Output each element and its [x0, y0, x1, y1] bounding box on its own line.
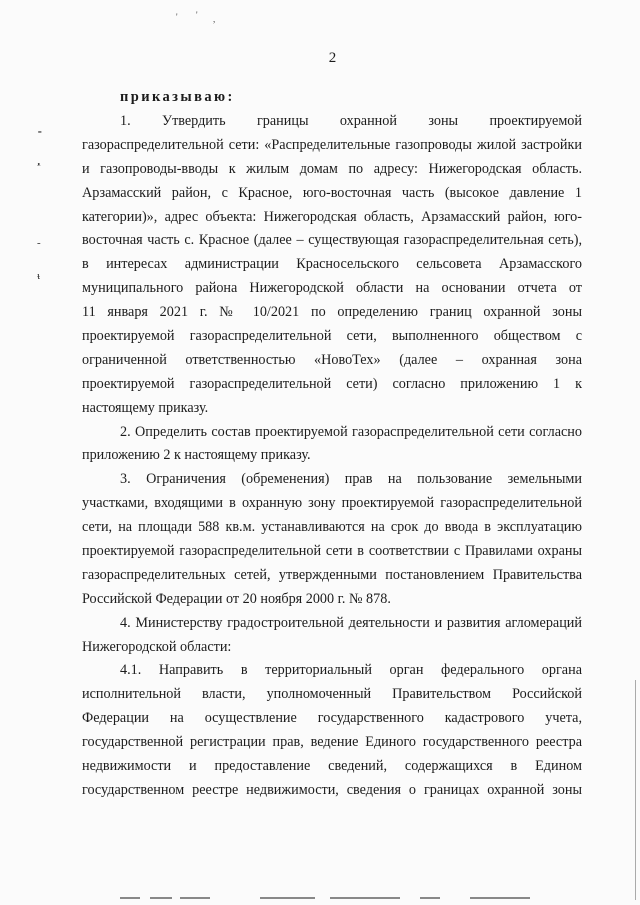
- text-line: исполнительной власти, уполномоченный Правительством Российской: [82, 686, 582, 703]
- text-line: недвижимости и предоставление сведений, содержащихся в Едином: [82, 758, 582, 775]
- text-line: 2. Определить состав проектируемой газораспределительной сети согласно: [120, 423, 582, 440]
- footer-rule: [330, 897, 400, 899]
- text-line: восточная часть с. Красное (далее – существующая газораспределительная сеть),: [82, 232, 582, 249]
- text-line: Федерации на осуществление государственного кадастрового учета,: [82, 710, 582, 727]
- text-line: газораспределительных сетей, утвержденными постановлением Правительства: [82, 566, 582, 583]
- text-line: и газопроводы-вводы к жилым домам по адресу: Нижегородская область.: [82, 160, 582, 177]
- footer-rule: [120, 897, 140, 899]
- text-line: ограниченной ответственностью «НовоТех» (далее – охранная зона: [82, 351, 582, 368]
- text-line: проектируемой газораспределительной сети, выполненного обществом с: [82, 328, 582, 345]
- scan-speck: ': [196, 10, 198, 20]
- document-body: [82, 110, 582, 803]
- text-line: Российской Федерации от 20 ноября 2000 г. № 878.: [82, 590, 391, 607]
- footer-rule: [420, 897, 440, 899]
- text-line: газораспределительной сети: «Распределительные газопроводы жилой застройки: [82, 136, 582, 153]
- text-line: Арзамасский район, с Красное, юго-восточная часть (высокое давление 1: [82, 184, 582, 201]
- decree-heading: приказываю:: [120, 89, 235, 105]
- punch-hole-mark: ᵜ: [37, 160, 41, 172]
- page-edge: [635, 680, 636, 900]
- scan-speck: ,: [213, 14, 216, 24]
- text-line: государственном реестре недвижимости, сведения о границах охранной зоны: [82, 781, 582, 798]
- text-line: Нижегородской области:: [82, 638, 232, 655]
- footer-rule: [180, 897, 210, 899]
- text-line: государственной регистрации прав, ведение Единого государственного реестра: [82, 734, 582, 751]
- text-line: в интересах администрации Красносельского сельсовета Арзамасского: [82, 256, 582, 273]
- punch-hole-mark: -: [37, 237, 41, 249]
- footer-rule: [470, 897, 530, 899]
- text-line: 3. Ограничения (обременения) прав на пользование земельными: [120, 471, 582, 488]
- footer-rule: [260, 897, 315, 899]
- text-line: настоящему приказу.: [82, 399, 209, 416]
- text-line: 1. Утвердить границы охранной зоны проектируемой: [120, 113, 582, 129]
- text-line: сети, на площади 588 кв.м. устанавливаются на срок до ввода в эксплуатацию: [82, 519, 582, 536]
- punch-hole-mark: ⁃: [37, 127, 43, 139]
- text-line: 4.1. Направить в территориальный орган федерального органа: [120, 662, 582, 679]
- text-line: проектируемой газораспределительной сети в соответствии с Правилами охраны: [82, 543, 582, 560]
- text-line: проектируемой газораспределительной сети) согласно приложению 1 к: [82, 375, 582, 392]
- text-line: 4. Министерству градостроительной деятельности и развития агломераций: [120, 614, 582, 631]
- scan-speck: ': [176, 12, 178, 22]
- footer-rule: [150, 897, 172, 899]
- page-number: 2: [328, 50, 337, 66]
- text-line: категории)», адрес объекта: Нижегородская область, Арзамасский район, юго-: [82, 208, 582, 225]
- text-line: 11 января 2021 г. № 10/2021 по определению границ охранной зоны: [82, 304, 582, 321]
- punch-hole-mark: ᵼ: [37, 270, 40, 282]
- text-line: участками, входящими в охранную зону проектируемой газораспределительной: [82, 495, 582, 512]
- text-line: муниципального района Нижегородской области на основании отчета от: [82, 280, 582, 297]
- text-line: приложению 2 к настоящему приказу.: [82, 447, 311, 464]
